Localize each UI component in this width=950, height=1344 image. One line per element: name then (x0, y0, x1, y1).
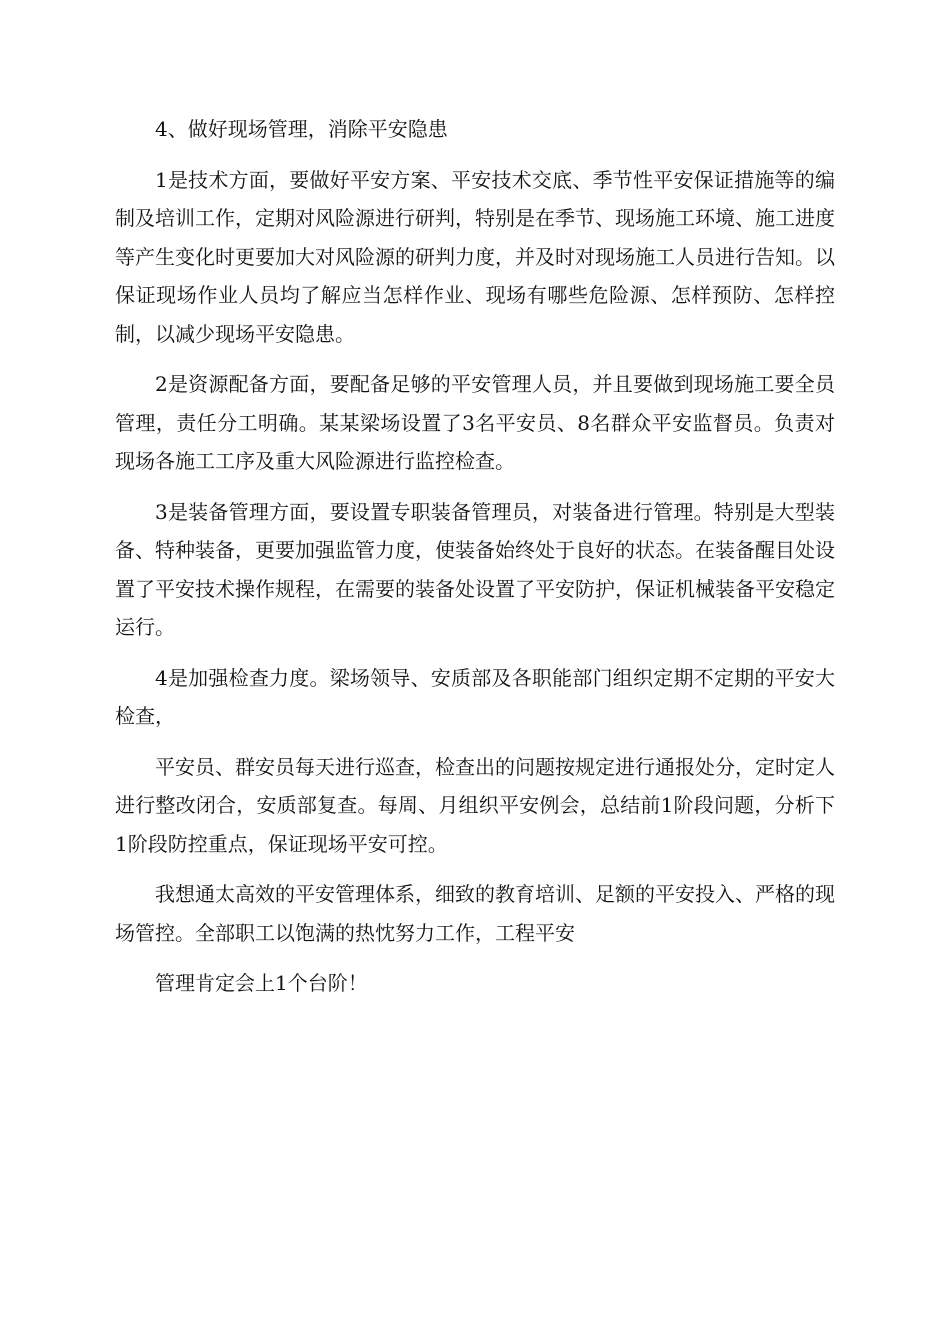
heading-paragraph: 4、做好现场管理，消除平安隐患 (155, 117, 448, 141)
document-body (115, 110, 835, 1015)
paragraph-technical: 1是技术方面，要做好平安方案、平安技术交底、季节性平安保证措施等的编制及培训工作，定期对风险源进行研判，特别是在季节、现场施工环境、施工进度等产生变化时更要加大对风险源的研判力度，并及时对现场施工人员进行告知。以保证现场作业人员均了解应当怎样作业、现场有哪些危险源、怎样预防、怎样控制，以减少现场平安隐患。 (115, 167, 835, 346)
paragraph-patrol: 平安员、群安员每天进行巡查，检查出的问题按规定进行通报处分，定时定人进行整改闭合，安质部复查。每周、月组织平安例会，总结前1阶段问题，分析下1阶段防控重点，保证现场平安可控。 (115, 754, 835, 856)
paragraph-inspection: 4是加强检查力度。梁场领导、安质部及各职能部门组织定期不定期的平安大检查， (115, 665, 835, 728)
paragraph-equipment: 3是装备管理方面，要设置专职装备管理员，对装备进行管理。特别是大型装备、特种装备，更要加强监管力度，使装备始终处于良好的状态。在装备醒目处设置了平安技术操作规程，在需要的装备处设置了平安防护，保证机械装备平安稳定运行。 (115, 499, 835, 639)
paragraph-closing: 管理肯定会上1个台阶！ (155, 971, 368, 995)
paragraph-summary: 我想通太高效的平安管理体系，细致的教育培训、足额的平安投入、严格的现场管控。全部职工以饱满的热忱努力工作，工程平安 (115, 882, 835, 945)
paragraph-resources: 2是资源配备方面，要配备足够的平安管理人员，并且要做到现场施工要全员管理，责任分工明确。某某梁场设置了3名平安员、8名群众平安监督员。负责对现场各施工工序及重大风险源进行监控检查。 (115, 372, 835, 473)
